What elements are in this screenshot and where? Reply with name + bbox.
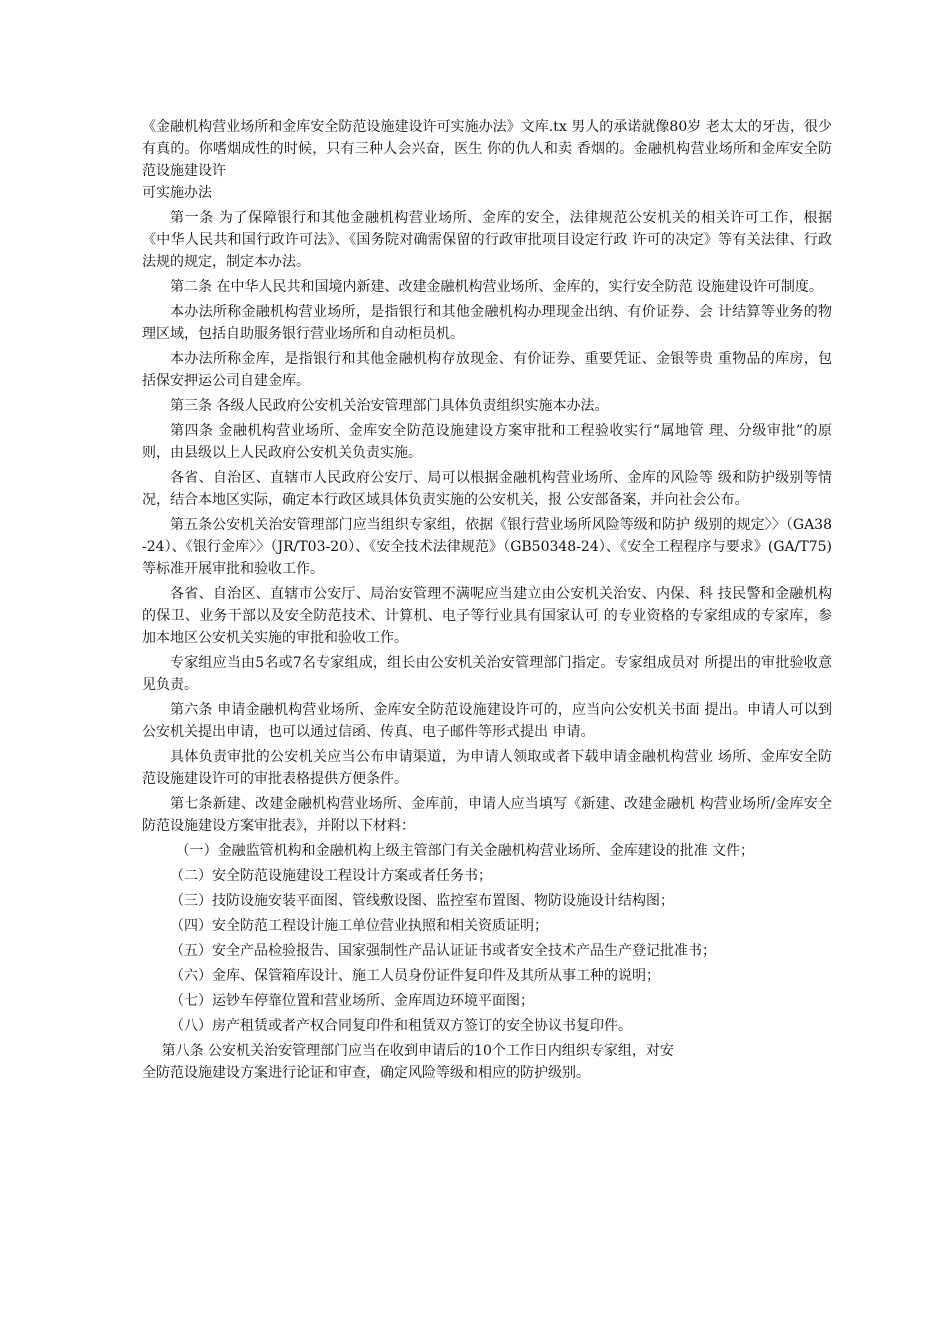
article-6: 第六条 申请金融机构营业场所、金库安全防范设施建设许可的，应当向公安机关书面 提出。申请人可以到公安机关提出申请，也可以通过信函、传真、电子邮件等形式提出 申请。	[142, 702, 832, 740]
article-5-expert-pool: 各省、自治区、直辖市公安厅、局治安管理不满呢应当建立由公安机关治安、内保、科 技民警和金融机构的保卫、业务干部以及安全防范技术、计算机、电子等行业具有国家认可 的专业资格的专家组成的专家库，参加本地区公安机关实施的审批和验收工作。	[142, 586, 832, 646]
document-title: 可实施办法	[142, 185, 212, 201]
definition-vault: 本办法所称金库，是指银行和其他金融机构存放现金、有价证券、重要凭证、金银等贵 重物品的库房，包括保安押运公司自建金库。	[142, 351, 832, 389]
intro-paragraph: 《金融机构营业场所和金库安全防范设施建设许可实施办法》文库.tx 男人的承诺就像80岁 老太太的牙齿，很少有真的。你嗜烟成性的时候，只有三种人会兴奋，医生 你的仇人和卖 香烟的。金融机构营业场所和金库安全防范设施建设许	[142, 119, 832, 179]
list-item: （二）安全防范设施建设工程设计方案或者任务书；	[170, 868, 492, 884]
list-item: （五）安全产品检验报告、国家强制性产品认证证书或者安全技术产品生产登记批准书；	[170, 943, 716, 959]
article-4-provinces: 各省、自治区、直辖市人民政府公安厅、局可以根据金融机构营业场所、金库的风险等 级和防护级别等情况，结合本地区实际，确定本行政区域具体负责实施的公安机关，报 公安部备案，并向社会公布。	[142, 470, 832, 508]
list-item: （八）房产租赁或者产权合同复印件和租赁双方签订的安全协议书复印件。	[170, 1018, 632, 1034]
article-3: 第三条 各级人民政府公安机关治安管理部门具体负责组织实施本办法。	[170, 398, 609, 414]
article-1: 第一条 为了保障银行和其他金融机构营业场所、金库的安全，法律规范公安机关的相关许可工作，根据《中华人民共和国行政许可法》、《国务院对确需保留的行政审批项目设定行政 许可的决定》等有关法律、行政法规的规定，制定本办法。	[142, 210, 832, 270]
article-4: 第四条 金融机构营业场所、金库安全防范设施建设方案审批和工程验收实行“属地管 理、分级审批”的原则，由县级以上人民政府公安机关负责实施。	[142, 423, 832, 461]
list-item: （四）安全防范工程设计施工单位营业执照和相关资质证明；	[170, 918, 548, 934]
article-8-line-1: 第八条 公安机关治安管理部门应当在收到申请后的10个工作日内组织专家组，对安	[161, 1043, 674, 1059]
article-2: 第二条 在中华人民共和国境内新建、改建金融机构营业场所、金库的，实行安全防范 设施建设许可制度。	[170, 279, 823, 295]
list-item: （七）运钞车停靠位置和营业场所、金库周边环境平面图；	[170, 993, 534, 1009]
list-item: （六）金库、保管箱库设计、施工人员身份证件复印件及其所从事工种的说明；	[170, 968, 660, 984]
article-8-line-2: 全防范设施建设方案进行论证和审查，确定风险等级和相应的防护级别。	[142, 1065, 590, 1081]
list-item: （三）技防设施安装平面图、管线敷设图、监控室布置图、物防设施设计结构图；	[170, 893, 674, 909]
definition-business-premises: 本办法所称金融机构营业场所，是指银行和其他金融机构办理现金出纳、有价证券、会 计结算等业务的物理区域，包括自助服务银行营业场所和自动柜员机。	[142, 304, 832, 342]
list-item: （一）金融监管机构和金融机构上级主管部门有关金融机构营业场所、金库建设的批准 文件；	[175, 843, 755, 859]
document-body	[142, 116, 832, 1087]
article-5: 第五条公安机关治安管理部门应当组织专家组，依据《银行营业场所风险等级和防护 级别的规定〉〉（GA38-24）、《银行金库〉〉（JR/T03-20）、《安全技术法律规范》（GB50348-24）、《安全工程程序与要求》(GA/T75)等标准开展审批和验收工作。	[142, 517, 832, 577]
article-7: 第七条新建、改建金融机构营业场所、金库前，申请人应当填写《新建、改建金融机 构营业场所/金库安全防范设施建设方案审批表》，并附以下材料：	[142, 796, 832, 834]
article-6-channels: 具体负责审批的公安机关应当公布申请渠道，为申请人领取或者下载申请金融机构营业 场所、金库安全防范设施建设许可的审批表格提供方便条件。	[142, 749, 832, 787]
article-5-expert-group: 专家组应当由5名或7名专家组成，组长由公安机关治安管理部门指定。专家组成员对 所提出的审批验收意见负责。	[142, 655, 832, 693]
